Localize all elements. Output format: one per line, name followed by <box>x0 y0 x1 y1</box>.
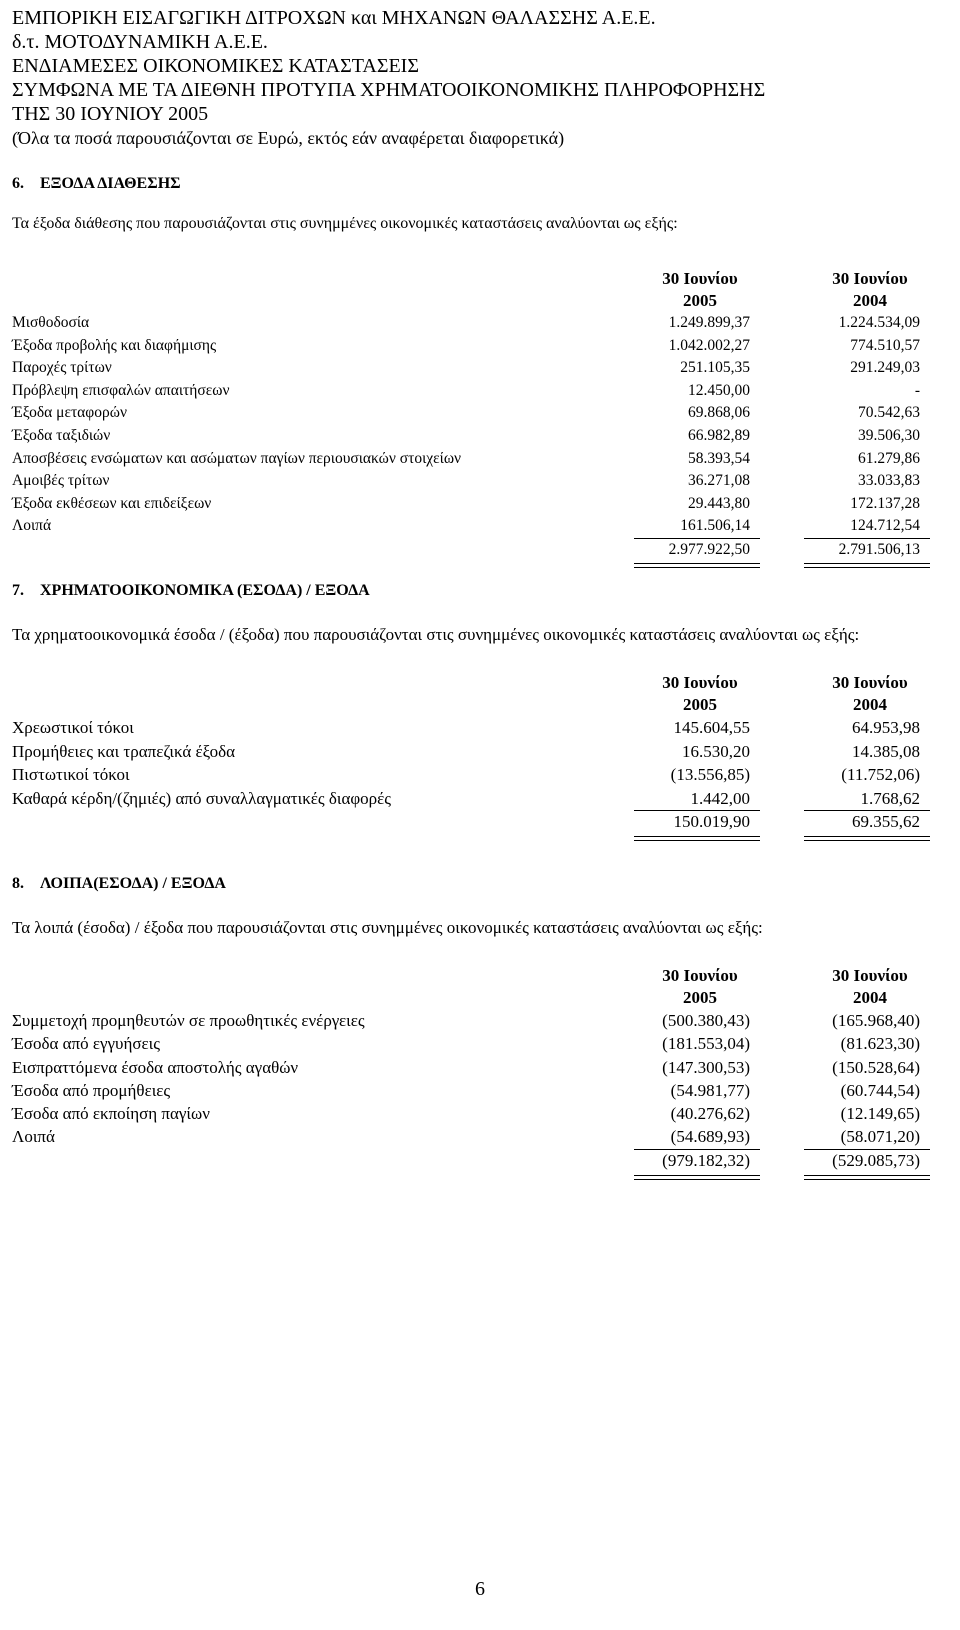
table-body <box>12 1009 960 1149</box>
row-label: Έξοδα μεταφορών <box>12 404 127 422</box>
period-line: ΤΗΣ 30 ΙΟΥΝΙΟΥ 2005 <box>12 103 209 125</box>
section-6-title <box>12 175 181 193</box>
column-2004-header: 30 Ιουνίου 2004 <box>832 673 908 714</box>
section-6-table <box>12 268 960 566</box>
table-row <box>12 1009 960 1032</box>
value-2004: (12.149,65) <box>840 1104 920 1124</box>
value-2004: 70.542,63 <box>858 404 920 422</box>
statement-title: ΕΝΔΙΑΜΕΣΕΣ ΟΙΚΟΝΟΜΙΚΕΣ ΚΑΤΑΣΤΑΣΕΙΣ <box>12 55 419 77</box>
row-label: Έξοδα ταξιδιών <box>12 426 111 444</box>
currency-note: (Όλα τα ποσά παρουσιάζονται σε Ευρώ, εκτός εάν αναφέρεται διαφορετικά) <box>12 128 565 148</box>
value-2005: 1.249.899,37 <box>668 314 750 331</box>
row-label: Καθαρά κέρδη/(ζημιές) από συναλλαγματικές διαφορές <box>12 788 392 808</box>
value-2005: 29.443,80 <box>688 494 750 512</box>
section-8-intro: Τα λοιπά (έσοδα) / έξοδα που παρουσιάζονται στις συνημμένες οικονομικές καταστάσεις αναλύονται ως εξής: <box>12 918 763 937</box>
table-body <box>12 312 960 538</box>
value-2004: (81.623,30) <box>840 1034 920 1054</box>
table-row <box>12 493 960 516</box>
column-2005-header: 30 Ιουνίου 2005 <box>662 966 738 1007</box>
table-row <box>12 763 960 787</box>
table-body <box>12 716 960 810</box>
value-2005: 161.506,14 <box>680 517 750 535</box>
column-2004-header: 30 Ιουνίου 2004 <box>832 966 908 1007</box>
row-label: Έσοδα από εκποίηση παγίων <box>12 1104 210 1124</box>
column-header <box>12 268 960 312</box>
value-2005: (54.689,93) <box>670 1127 750 1147</box>
value-2004: 124.712,54 <box>850 517 920 535</box>
value-2004: (60.744,54) <box>840 1080 920 1100</box>
row-label: Χρεωστικοί τόκοι <box>12 718 134 737</box>
section-heading: ΛΟΙΠΑ(ΕΣΟΔΑ) / ΕΞΟΔΑ <box>40 875 226 892</box>
section-number: 8. <box>12 875 24 892</box>
row-label: Αποσβέσεις ενσώματων και ασώματων παγίων περιουσιακών στοιχείων <box>12 449 462 467</box>
section-number: 7. <box>12 582 24 599</box>
section-7-title <box>12 582 370 600</box>
value-2004: (11.752,06) <box>841 765 920 784</box>
total-row <box>12 538 960 566</box>
standards-line: ΣΥΜΦΩΝΑ ΜΕ ΤΑ ΔΙΕΘΝΗ ΠΡΟΤΥΠΑ ΧΡΗΜΑΤΟΟΙΚΟΝΟΜΙΚΗΣ ΠΛΗΡΟΦΟΡΗΣΗΣ <box>12 79 766 101</box>
table-row <box>12 402 960 425</box>
row-label: Έσοδα από προμήθειες <box>12 1080 171 1100</box>
value-2004: 774.510,57 <box>850 336 920 354</box>
total-row <box>12 1149 960 1177</box>
value-2005: 145.604,55 <box>673 718 750 737</box>
row-label: Πιστωτικοί τόκοι <box>12 765 130 784</box>
table-row <box>12 515 960 538</box>
table-row <box>12 335 960 358</box>
column-header <box>12 672 960 716</box>
table-row <box>12 470 960 493</box>
table-row <box>12 1032 960 1055</box>
value-2005: (147.300,53) <box>662 1057 750 1077</box>
row-label: Έσοδα από εγγυήσεις <box>12 1034 160 1054</box>
value-2005: (40.276,62) <box>670 1104 750 1124</box>
row-label: Έξοδα προβολής και διαφήμισης <box>12 336 217 354</box>
table-row <box>12 1102 960 1125</box>
total-2004: 2.791.506,13 <box>838 540 920 558</box>
page-number: 6 <box>475 1578 485 1600</box>
table-row <box>12 448 960 471</box>
total-row <box>12 810 960 838</box>
table-row <box>12 1079 960 1102</box>
value-2004: 1.224.534,09 <box>838 314 920 331</box>
column-header <box>12 965 960 1009</box>
section-number: 6. <box>12 175 24 192</box>
row-label: Συμμετοχή προμηθευτών σε προωθητικές ενέργειες <box>12 1011 365 1030</box>
value-2005: (54.981,77) <box>670 1080 750 1100</box>
section-7-intro: Τα χρηματοοικονομικά έσοδα / (έξοδα) που παρουσιάζονται στις συνημμένες οικονομικές καταστάσεις αναλύονται ως εξής: <box>12 625 860 644</box>
total-2004: (529.085,73) <box>832 1150 920 1170</box>
table-row <box>12 312 960 335</box>
value-2005: 58.393,54 <box>688 449 750 467</box>
total-2004: 69.355,62 <box>852 812 920 831</box>
value-2004: 1.768,62 <box>860 788 920 808</box>
row-label: Πρόβλεψη επισφαλών απαιτήσεων <box>12 381 230 399</box>
value-2004: - <box>914 381 920 399</box>
value-2005: 12.450,00 <box>688 381 750 399</box>
row-label: Λοιπά <box>12 1127 55 1147</box>
table-row <box>12 740 960 764</box>
section-8-table <box>12 965 960 1177</box>
value-2004: (165.968,40) <box>832 1011 920 1030</box>
section-7-table <box>12 672 960 838</box>
section-8-title <box>12 875 226 893</box>
value-2004: 61.279,86 <box>858 449 920 467</box>
table-row <box>12 425 960 448</box>
value-2004: 172.137,28 <box>850 494 920 512</box>
total-2005: (979.182,32) <box>662 1150 750 1170</box>
value-2004: 14.385,08 <box>852 741 920 761</box>
column-2005-header: 30 Ιουνίου 2005 <box>662 673 738 714</box>
row-label: Μισθοδοσία <box>12 314 90 331</box>
value-2005: 69.868,06 <box>688 404 750 422</box>
document-header <box>12 6 765 150</box>
column-2004-header: 30 Ιουνίου 2004 <box>832 269 908 310</box>
value-2005: 36.271,08 <box>688 472 750 490</box>
row-label: Έξοδα εκθέσεων και επιδείξεων <box>12 494 212 512</box>
value-2005: 16.530,20 <box>682 741 750 761</box>
value-2004: 33.033,83 <box>858 472 920 490</box>
row-label: Λοιπά <box>12 517 52 535</box>
table-row <box>12 1125 960 1148</box>
total-2005: 150.019,90 <box>673 812 750 831</box>
table-row <box>12 380 960 403</box>
row-label: Αμοιβές τρίτων <box>12 472 110 490</box>
value-2005: 1.042.002,27 <box>668 336 750 354</box>
column-2005-header: 30 Ιουνίου 2005 <box>662 269 738 310</box>
company-name: ΕΜΠΟΡΙΚΗ ΕΙΣΑΓΩΓΙΚΗ ΔΙΤΡΟΧΩΝ και ΜΗΧΑΝΩΝ ΘΑΛΑΣΣΗΣ Α.Ε.Ε. <box>12 7 656 29</box>
row-label: Παροχές τρίτων <box>12 359 112 377</box>
value-2005: 66.982,89 <box>688 426 750 444</box>
value-2005: (500.380,43) <box>662 1011 750 1030</box>
value-2004: (150.528,64) <box>832 1057 920 1077</box>
value-2005: 251.105,35 <box>680 359 750 377</box>
value-2004: 291.249,03 <box>850 359 920 377</box>
section-heading: ΧΡΗΜΑΤΟΟΙΚΟΝΟΜΙΚΑ (ΕΣΟΔΑ) / ΕΞΟΔΑ <box>40 582 370 599</box>
table-row <box>12 1056 960 1079</box>
section-6-intro: Τα έξοδα διάθεσης που παρουσιάζονται στις συνημμένες οικονομικές καταστάσεις αναλύονται ως εξής: <box>12 215 678 232</box>
trade-name: δ.τ. ΜΟΤΟΔΥΝΑΜΙΚΗ Α.Ε.Ε. <box>12 31 268 53</box>
section-heading: ΕΞΟΔΑ ΔΙΑΘΕΣΗΣ <box>40 175 181 192</box>
row-label: Προμήθειες και τραπεζικά έξοδα <box>12 741 236 761</box>
value-2005: (13.556,85) <box>670 765 750 784</box>
total-2005: 2.977.922,50 <box>668 540 750 558</box>
table-row <box>12 787 960 811</box>
value-2004: 64.953,98 <box>852 718 920 737</box>
value-2005: (181.553,04) <box>662 1034 750 1054</box>
value-2004: (58.071,20) <box>840 1127 920 1147</box>
table-row <box>12 357 960 380</box>
value-2005: 1.442,00 <box>690 788 750 808</box>
row-label: Εισπραττόμενα έσοδα αποστολής αγαθών <box>12 1057 299 1077</box>
value-2004: 39.506,30 <box>858 426 920 444</box>
table-row <box>12 716 960 740</box>
